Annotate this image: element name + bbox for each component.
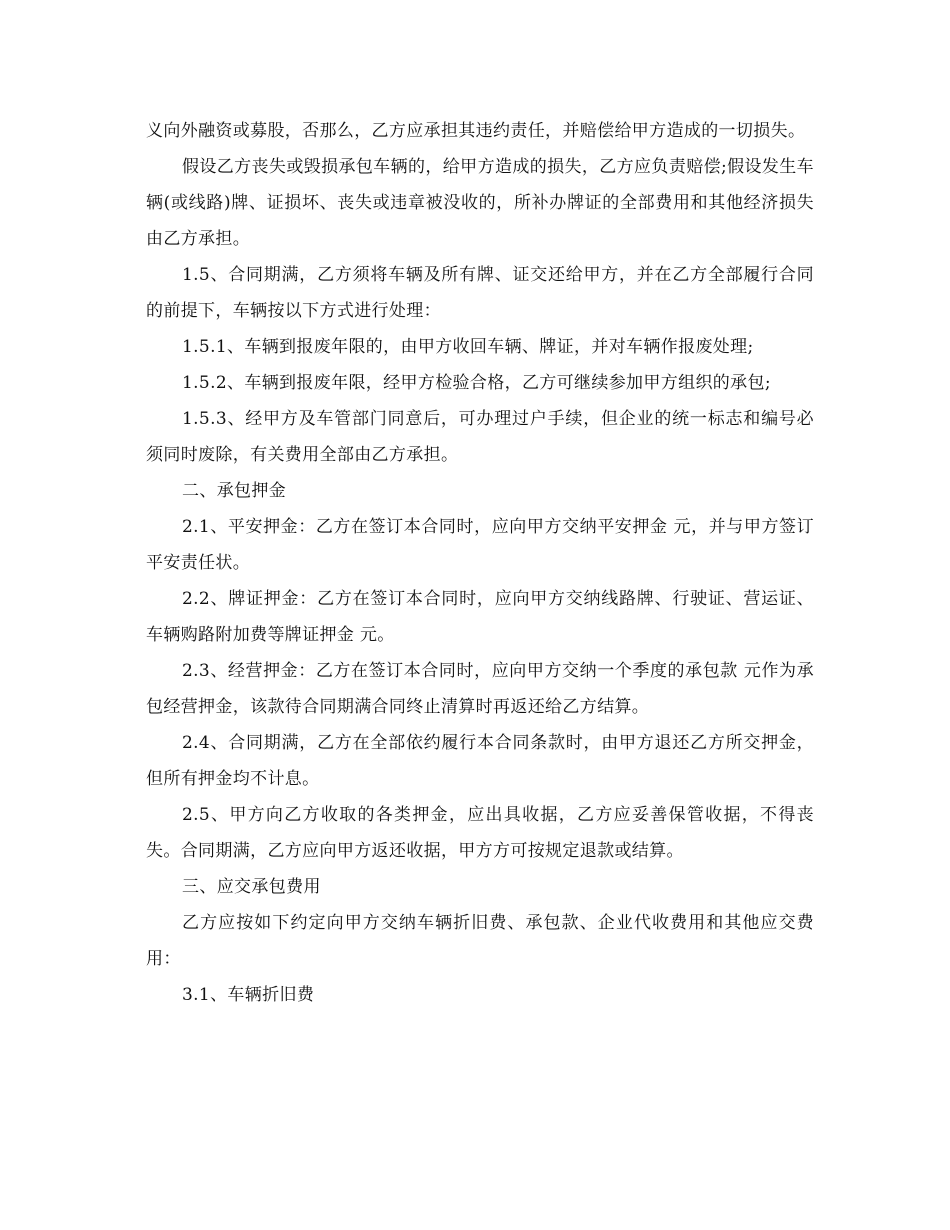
paragraph: 1.5.1、车辆到报废年限的，由甲方收回车辆、牌证，并对车辆作报废处理;	[182, 337, 754, 357]
paragraph: 假设乙方丧失或毁损承包车辆的，给甲方造成的损失，乙方应负责赔偿;假设发生车辆(或线路)牌、证损坏、丧失或违章被没收的，所补办牌证的全部费用和其他经济损失由乙方承担。	[146, 157, 814, 249]
paragraph: 2.3、经营押金：乙方在签订本合同时，应向甲方交纳一个季度的承包款 元作为承包经营押金，该款待合同期满合同终止清算时再返还给乙方结算。	[146, 661, 814, 717]
paragraph: 2.2、牌证押金：乙方在签订本合同时，应向甲方交纳线路牌、行驶证、营运证、车辆购路附加费等牌证押金 元。	[146, 589, 814, 645]
paragraph: 2.1、平安押金：乙方在签订本合同时，应向甲方交纳平安押金 元，并与甲方签订平安责任状。	[146, 517, 814, 573]
paragraph: 1.5、合同期满，乙方须将车辆及所有牌、证交还给甲方，并在乙方全部履行合同的前提下，车辆按以下方式进行处理：	[146, 265, 814, 321]
paragraph: 2.4、合同期满，乙方在全部依约履行本合同条款时，由甲方退还乙方所交押金，但所有押金均不计息。	[146, 733, 814, 789]
section-heading: 三、应交承包费用	[182, 877, 321, 897]
paragraph: 2.5、甲方向乙方收取的各类押金，应出具收据，乙方应妥善保管收据，不得丧失。合同期满，乙方应向甲方返还收据，甲方方可按规定退款或结算。	[146, 805, 814, 861]
document-body	[146, 113, 814, 1013]
subsection-heading: 3.1、车辆折旧费	[182, 985, 315, 1005]
paragraph: 1.5.2、车辆到报废年限，经甲方检验合格，乙方可继续参加甲方组织的承包;	[182, 373, 771, 393]
section-heading: 二、承包押金	[182, 481, 287, 501]
paragraph: 1.5.3、经甲方及车管部门同意后，可办理过户手续，但企业的统一标志和编号必须同时废除，有关费用全部由乙方承担。	[146, 409, 814, 465]
paragraph: 义向外融资或募股，否那么，乙方应承担其违约责任，并赔偿给甲方造成的一切损失。	[146, 121, 806, 141]
paragraph: 乙方应按如下约定向甲方交纳车辆折旧费、承包款、企业代收费用和其他应交费用：	[146, 913, 814, 969]
